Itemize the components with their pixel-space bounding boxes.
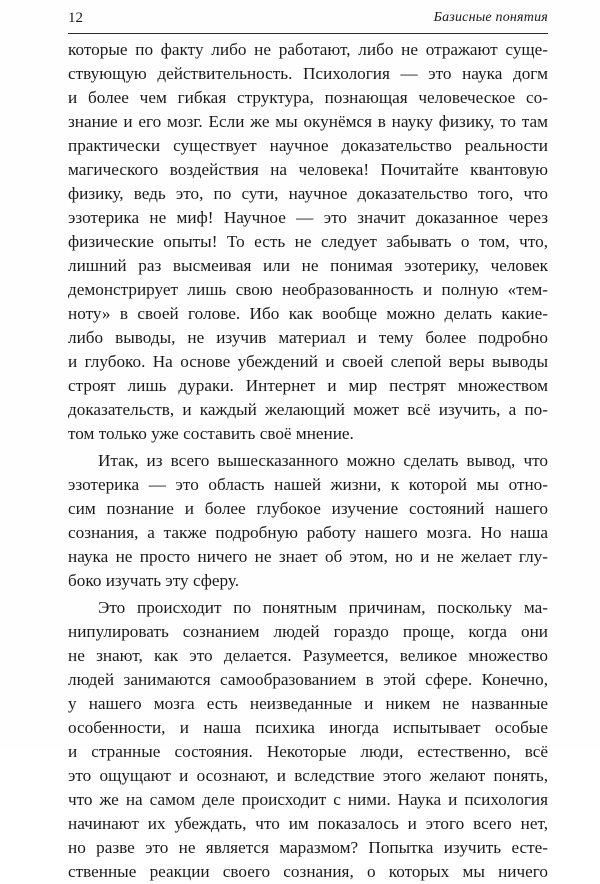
paragraph-1 (68, 38, 548, 446)
text-line: знание и его мозг. Если же мы окунёмся в науку физику, то там (68, 112, 548, 131)
text-line: либо выводы, не изучив материал и тему более подробно (68, 328, 548, 347)
text-line: но разве это не является маразмом? Попытка изучить есте- (68, 838, 548, 857)
text-line: и странные состояния. Некоторые люди, естественно, всё (68, 742, 548, 761)
text-line: физику, ведь это, по сути, научное доказательство того, что (68, 184, 548, 203)
text-line: сим познание и более глубокое изучение состояний нашего (68, 499, 548, 518)
page-number: 12 (68, 10, 83, 26)
body-text (68, 38, 548, 884)
text-line: том только уже составить своё мнение. (68, 424, 354, 443)
text-line: что же на самом деле происходит с ними. Наука и психология (68, 790, 548, 809)
text-line: и глубоко. На основе убеждений и своей слепой веры выводы (68, 352, 548, 371)
text-line: практически существует научное доказательство реальности (68, 136, 548, 155)
text-line: демонстрирует лишь свою необразованность и полную «тем- (68, 280, 548, 299)
text-line: ствующую действительность. Психология — это наука догм (68, 64, 548, 83)
text-line: начинают их убеждать, что им показалось и этого всего нет, (68, 814, 548, 833)
text-line: наука не просто ничего не знает об этом, но и не желает глу- (68, 547, 548, 566)
text-line: лишний раз высмеивая или не понимая эзотерику, человек (68, 256, 548, 275)
text-line: нипулировать сознанием людей гораздо проще, когда они (68, 622, 548, 641)
text-line: физические опыты! То есть не следует забывать о том, что, (68, 232, 548, 251)
text-line: Это происходит по понятным причинам, поскольку ма- (98, 598, 548, 617)
text-line: у нашего мозга есть неизведанные и никем не названные (68, 694, 548, 713)
text-line: это ощущают и осознают, и вследствие этого желают понять, (68, 766, 548, 785)
running-title: Базисные понятия (433, 10, 548, 25)
text-line: Итак, из всего вышесказанного можно сделать вывод, что (98, 451, 548, 470)
text-line: магического воздействия на человека! Почитайте квантовую (68, 160, 548, 179)
text-line: сознания, а также подробную работу нашего мозга. Но наша (68, 523, 548, 542)
text-line: особенности, и наша психика иногда испытывает особые (68, 718, 548, 737)
text-line: эзотерика не миф! Научное — это значит доказанное через (68, 208, 548, 227)
text-line: ственные реакции своего сознания, о которых мы ничего (68, 862, 548, 881)
text-line: не знают, как это делается. Разумеется, великое множество (68, 646, 548, 665)
page-header (68, 8, 548, 32)
text-line: людей занимаются самообразованием в этой сфере. Конечно, (68, 670, 548, 689)
header-rule (68, 33, 548, 34)
paragraph-2 (68, 449, 548, 593)
text-line: строят лишь дураки. Интернет и мир пестрят множеством (68, 376, 548, 395)
text-line: доказательств, и каждый желающий может всё изучить, а по- (68, 400, 548, 419)
text-line: ноту» в своей голове. Ибо как вообще можно делать какие- (68, 304, 548, 323)
text-line: боко изучать эту сферу. (68, 571, 240, 590)
text-line: эзотерика — это область нашей жизни, к которой мы отно- (68, 475, 548, 494)
paragraph-3 (68, 596, 548, 884)
text-line: и более чем гибкая структура, познающая человеческое со- (68, 88, 548, 107)
text-line: которые по факту либо не работают, либо не отражают суще- (68, 40, 548, 59)
